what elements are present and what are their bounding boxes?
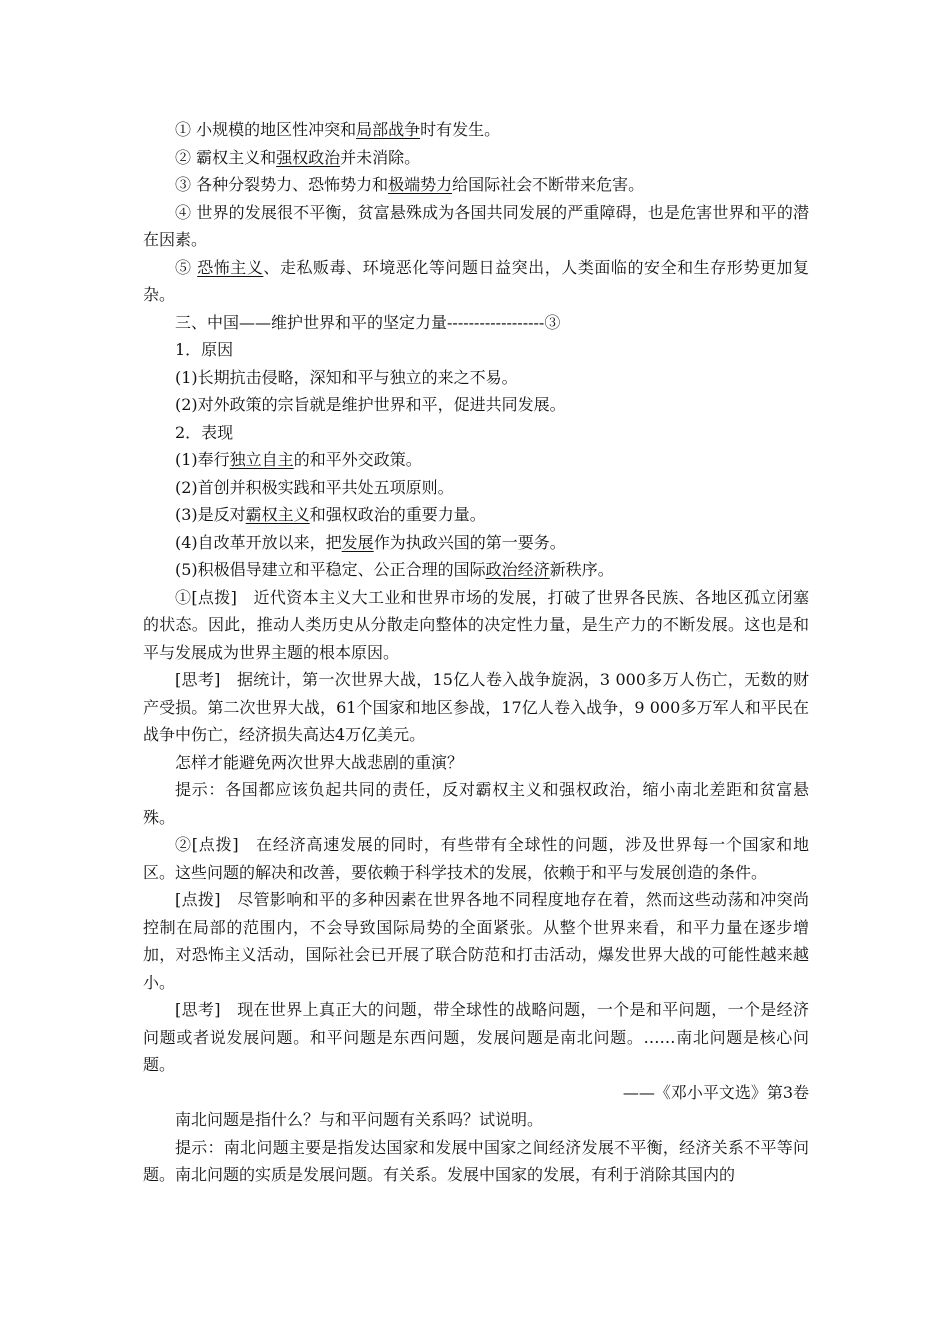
note-2: ②[点拨] 在经济高速发展的同时，有些带有全球性的问题，涉及世界每一个国家和地区。这些问题的解决和改善，要依赖于科学技术的发展，依赖于和平与发展创造的条件。 bbox=[143, 835, 809, 882]
think-2: [思考] 现在世界上真正大的问题，带全球性的战略问题，一个是和平问题，一个是经济问题或者说发展问题。和平问题是东西问题，发展问题是南北问题。……南北问题是核心问题。 bbox=[143, 1000, 809, 1074]
reason-2: (2)对外政策的宗旨就是维护世界和平，促进共同发展。 bbox=[175, 395, 566, 414]
keyword: 极端势力 bbox=[388, 175, 453, 194]
keyword: 发展 bbox=[341, 532, 374, 552]
point-2: ② 霸权主义和强权政治并未消除。 bbox=[175, 147, 421, 167]
manifestation-1: (1)奉行独立自主的和平外交政策。 bbox=[175, 450, 422, 469]
document-page bbox=[143, 116, 809, 1189]
quote-source: ——《邓小平文选》第3卷 bbox=[622, 1082, 809, 1102]
keyword: 霸权主义 bbox=[245, 505, 310, 524]
manifestation-3: (3)是反对霸权主义和强权政治的重要力量。 bbox=[175, 505, 486, 524]
point-5: ⑤ 恐怖主义、走私贩毒、环境恶化等问题日益突出，人类面临的安全和生存形势更加复杂。 bbox=[143, 257, 809, 304]
point-3: ③ 各种分裂势力、恐怖势力和极端势力给国际社会不断带来危害。 bbox=[175, 175, 645, 194]
keyword: 局部战争 bbox=[356, 120, 421, 139]
keyword: 独立自主 bbox=[229, 450, 294, 469]
note-1: ①[点拨] 近代资本主义大工业和世界市场的发展，打破了世界各民族、各地区孤立闭塞的状态。因此，推动人类历史从分散走向整体的决定性力量，是生产力的不断发展。这也是和平与发展成为世界主题的根本原因。 bbox=[143, 587, 809, 662]
question-2: 南北问题是指什么？与和平问题有关系吗？试说明。 bbox=[175, 1110, 544, 1129]
point-4: ④ 世界的发展很不平衡，贫富悬殊成为各国共同发展的严重障碍，也是危害世界和平的潜在因素。 bbox=[143, 202, 809, 249]
answer-1: 提示：各国都应该负起共同的责任，反对霸权主义和强权政治，缩小南北差距和贫富悬殊。 bbox=[143, 780, 809, 827]
manifestation-4: (4)自改革开放以来，把发展作为执政兴国的第一要务。 bbox=[175, 532, 566, 552]
question-1: 怎样才能避免两次世界大战悲剧的重演？ bbox=[175, 752, 464, 772]
keyword: 强权政治 bbox=[276, 147, 341, 167]
keyword: 政治经济 bbox=[485, 560, 550, 579]
subheading-manifestations: 2．表现 bbox=[175, 422, 234, 442]
manifestation-2: (2)首创并积极实践和平共处五项原则。 bbox=[175, 477, 454, 497]
manifestation-5: (5)积极倡导建立和平稳定、公正合理的国际政治经济新秩序。 bbox=[175, 560, 614, 579]
think-1: [思考] 据统计，第一次世界大战，15亿人卷入战争旋涡，3 000多万人伤亡，无数的财产受损。第二次世界大战，61个国家和地区参战，17亿人卷入战争，9 000多万军人和平民在战争中伤亡，经济损失高达4万亿美元。 bbox=[143, 670, 809, 744]
keyword: 恐怖主义 bbox=[197, 257, 264, 277]
subheading-reasons: 1．原因 bbox=[175, 340, 234, 359]
point-1: ① 小规模的地区性冲突和局部战争时有发生。 bbox=[175, 120, 501, 139]
answer-2: 提示：南北问题主要是指发达国家和发展中国家之间经济发展不平衡，经济关系不平等问题。南北问题的实质是发展问题。有关系。发展中国家的发展，有利于消除其国内的 bbox=[143, 1137, 809, 1184]
reason-1: (1)长期抗击侵略，深知和平与独立的来之不易。 bbox=[175, 367, 518, 387]
section-heading: 三、中国——维护世界和平的坚定力量------------------③ bbox=[175, 312, 561, 332]
note-3: [点拨] 尽管影响和平的多种因素在世界各地不同程度地存在着，然而这些动荡和冲突尚控制在局部的范围内，不会导致国际局势的全面紧张。从整个世界来看，和平力量在逐步增加，对恐怖主义活动，国际社会已开展了联合防范和打击活动，爆发世界大战的可能性越来越小。 bbox=[143, 890, 809, 992]
